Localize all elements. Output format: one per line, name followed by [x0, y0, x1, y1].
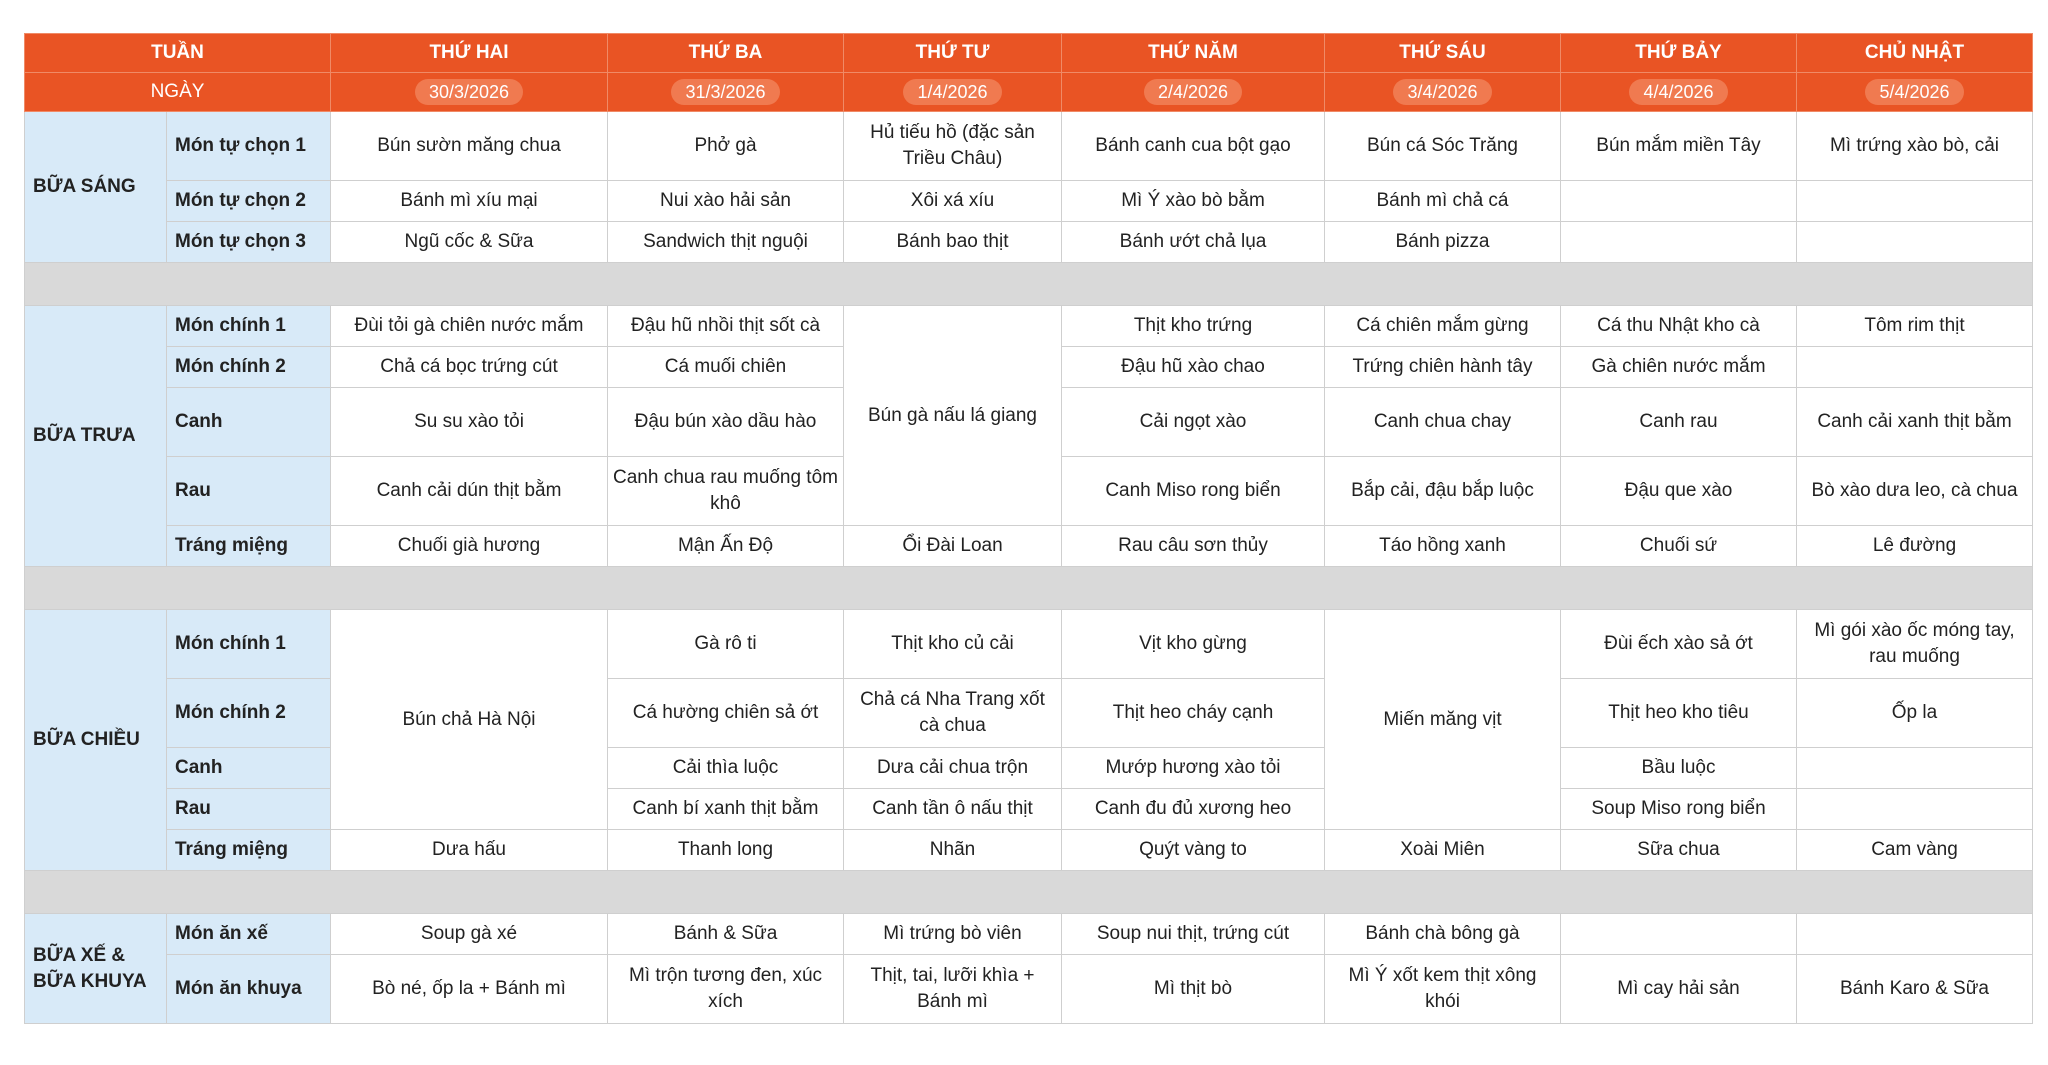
date-cell	[608, 73, 844, 112]
menu-cell: Soup gà xé	[331, 914, 608, 955]
menu-cell: Bánh mì xíu mại	[331, 181, 608, 222]
menu-cell: Chuối già hương	[331, 526, 608, 567]
menu-cell: Su su xào tỏi	[331, 388, 608, 457]
menu-cell-merged: Bún gà nấu lá giang	[844, 306, 1062, 526]
meal-title-lunch: BỮA TRƯA	[25, 306, 167, 567]
menu-cell: Mì cay hải sản	[1561, 955, 1797, 1024]
row-label: Món tự chọn 2	[167, 181, 331, 222]
dinner-row	[25, 748, 2033, 789]
menu-cell	[1561, 181, 1797, 222]
menu-cell: Ngũ cốc & Sữa	[331, 222, 608, 263]
row-label: Rau	[167, 789, 331, 830]
week-label: TUẦN	[25, 34, 331, 73]
date-pill: 30/3/2026	[415, 79, 523, 105]
menu-cell: Bánh & Sữa	[608, 914, 844, 955]
separator	[25, 263, 2033, 306]
menu-cell: Soup nui thịt, trứng cút	[1062, 914, 1325, 955]
menu-cell: Canh bí xanh thịt bằm	[608, 789, 844, 830]
menu-cell	[1561, 222, 1797, 263]
date-pill: 1/4/2026	[903, 79, 1001, 105]
menu-cell: Bánh bao thịt	[844, 222, 1062, 263]
row-label: Món tự chọn 3	[167, 222, 331, 263]
date-pill: 4/4/2026	[1629, 79, 1727, 105]
menu-cell: Mận Ấn Độ	[608, 526, 844, 567]
breakfast-row	[25, 112, 2033, 181]
menu-cell: Dưa hấu	[331, 830, 608, 871]
day-header: CHỦ NHẬT	[1797, 34, 2033, 73]
menu-cell: Chả cá bọc trứng cút	[331, 347, 608, 388]
separator	[25, 567, 2033, 610]
lunch-row	[25, 306, 2033, 347]
menu-cell: Vịt kho gừng	[1062, 610, 1325, 679]
date-cell	[1561, 73, 1797, 112]
menu-cell	[1797, 347, 2033, 388]
menu-cell: Bánh mì chả cá	[1325, 181, 1561, 222]
menu-cell: Mì gói xào ốc móng tay, rau muống	[1797, 610, 2033, 679]
menu-cell: Thịt, tai, lưỡi khìa + Bánh mì	[844, 955, 1062, 1024]
menu-cell: Cá hường chiên sả ớt	[608, 679, 844, 748]
menu-cell: Cá muối chiên	[608, 347, 844, 388]
day-header: THỨ BA	[608, 34, 844, 73]
menu-cell: Bánh pizza	[1325, 222, 1561, 263]
menu-cell: Đùi tỏi gà chiên nước mắm	[331, 306, 608, 347]
menu-cell: Gà chiên nước mắm	[1561, 347, 1797, 388]
menu-cell: Canh cải dún thịt bằm	[331, 457, 608, 526]
menu-cell: Thanh long	[608, 830, 844, 871]
menu-cell: Đậu hũ nhồi thịt sốt cà	[608, 306, 844, 347]
date-pill: 3/4/2026	[1393, 79, 1491, 105]
menu-cell: Cải thìa luộc	[608, 748, 844, 789]
menu-cell: Phở gà	[608, 112, 844, 181]
menu-cell: Sữa chua	[1561, 830, 1797, 871]
lunch-row	[25, 526, 2033, 567]
dinner-row	[25, 830, 2033, 871]
menu-cell: Cá thu Nhật kho cà	[1561, 306, 1797, 347]
menu-cell	[1797, 748, 2033, 789]
day-header: THỨ NĂM	[1062, 34, 1325, 73]
menu-cell: Táo hồng xanh	[1325, 526, 1561, 567]
menu-cell: Thịt heo kho tiêu	[1561, 679, 1797, 748]
menu-cell: Mì trứng xào bò, cải	[1797, 112, 2033, 181]
menu-cell: Canh chua chay	[1325, 388, 1561, 457]
menu-cell: Xoài Miên	[1325, 830, 1561, 871]
menu-cell-merged: Miến măng vịt	[1325, 610, 1561, 830]
row-label: Canh	[167, 388, 331, 457]
menu-cell: Cải ngọt xào	[1062, 388, 1325, 457]
meal-title-breakfast: BỮA SÁNG	[25, 112, 167, 263]
meal-title-snack: BỮA XẾ & BỮA KHUYA	[25, 914, 167, 1024]
dinner-row	[25, 610, 2033, 679]
weekly-menu-table	[24, 33, 2033, 1024]
menu-cell: Bánh chà bông gà	[1325, 914, 1561, 955]
menu-cell: Bánh ướt chả lụa	[1062, 222, 1325, 263]
menu-cell: Thịt kho củ cải	[844, 610, 1062, 679]
separator-row	[25, 567, 2033, 610]
menu-cell	[1797, 222, 2033, 263]
row-label: Rau	[167, 457, 331, 526]
menu-cell: Mì Ý xào bò bằm	[1062, 181, 1325, 222]
date-cell	[844, 73, 1062, 112]
row-label: Món chính 1	[167, 306, 331, 347]
meal-title-dinner: BỮA CHIỀU	[25, 610, 167, 871]
row-label: Canh	[167, 748, 331, 789]
menu-cell: Nhãn	[844, 830, 1062, 871]
menu-cell: Nui xào hải sản	[608, 181, 844, 222]
snack-row	[25, 914, 2033, 955]
menu-cell: Chả cá Nha Trang xốt cà chua	[844, 679, 1062, 748]
menu-cell: Bún mắm miền Tây	[1561, 112, 1797, 181]
header-days-row	[25, 34, 2033, 73]
menu-cell: Bún sườn măng chua	[331, 112, 608, 181]
row-label: Món chính 1	[167, 610, 331, 679]
menu-cell: Đùi ếch xào sả ớt	[1561, 610, 1797, 679]
menu-cell: Mì trứng bò viên	[844, 914, 1062, 955]
row-label: Món chính 2	[167, 679, 331, 748]
separator	[25, 871, 2033, 914]
date-cell	[331, 73, 608, 112]
day-header: THỨ BẢY	[1561, 34, 1797, 73]
menu-cell: Ốp la	[1797, 679, 2033, 748]
menu-cell: Đậu que xào	[1561, 457, 1797, 526]
menu-cell	[1797, 789, 2033, 830]
menu-cell: Cam vàng	[1797, 830, 2033, 871]
menu-cell: Canh rau	[1561, 388, 1797, 457]
menu-cell	[1797, 181, 2033, 222]
header-dates-row	[25, 73, 2033, 112]
day-header: THỨ TƯ	[844, 34, 1062, 73]
menu-cell: Bầu luộc	[1561, 748, 1797, 789]
menu-cell	[1561, 914, 1797, 955]
menu-cell: Canh cải xanh thịt bằm	[1797, 388, 2033, 457]
day-header: THỨ HAI	[331, 34, 608, 73]
snack-row	[25, 955, 2033, 1024]
menu-cell: Cá chiên mắm gừng	[1325, 306, 1561, 347]
menu-cell: Mì trộn tương đen, xúc xích	[608, 955, 844, 1024]
menu-cell-merged: Bún chả Hà Nội	[331, 610, 608, 830]
menu-cell: Bò né, ốp la + Bánh mì	[331, 955, 608, 1024]
dinner-row	[25, 679, 2033, 748]
row-label: Món ăn xế	[167, 914, 331, 955]
menu-cell: Bánh canh cua bột gạo	[1062, 112, 1325, 181]
menu-cell: Hủ tiếu hồ (đặc sản Triều Châu)	[844, 112, 1062, 181]
menu-cell: Xôi xá xíu	[844, 181, 1062, 222]
menu-cell	[1797, 914, 2033, 955]
menu-cell: Chuối sứ	[1561, 526, 1797, 567]
menu-cell: Trứng chiên hành tây	[1325, 347, 1561, 388]
row-label: Món tự chọn 1	[167, 112, 331, 181]
row-label: Món chính 2	[167, 347, 331, 388]
menu-cell: Bún cá Sóc Trăng	[1325, 112, 1561, 181]
separator-row	[25, 871, 2033, 914]
menu-cell: Canh đu đủ xương heo	[1062, 789, 1325, 830]
menu-cell: Bắp cải, đậu bắp luộc	[1325, 457, 1561, 526]
dinner-row	[25, 789, 2033, 830]
menu-cell: Lê đường	[1797, 526, 2033, 567]
menu-cell: Canh Miso rong biển	[1062, 457, 1325, 526]
menu-cell: Đậu hũ xào chao	[1062, 347, 1325, 388]
menu-cell: Sandwich thịt nguội	[608, 222, 844, 263]
date-label: NGÀY	[25, 73, 331, 112]
menu-cell: Rau câu sơn thủy	[1062, 526, 1325, 567]
menu-cell: Dưa cải chua trộn	[844, 748, 1062, 789]
date-cell	[1325, 73, 1561, 112]
breakfast-row	[25, 181, 2033, 222]
menu-cell: Mướp hương xào tỏi	[1062, 748, 1325, 789]
menu-cell: Canh chua rau muống tôm khô	[608, 457, 844, 526]
menu-cell: Bánh Karo & Sữa	[1797, 955, 2033, 1024]
date-pill: 31/3/2026	[671, 79, 779, 105]
date-pill: 2/4/2026	[1144, 79, 1242, 105]
menu-cell: Ổi Đài Loan	[844, 526, 1062, 567]
row-label: Tráng miệng	[167, 830, 331, 871]
date-cell	[1062, 73, 1325, 112]
menu-cell: Đậu bún xào dầu hào	[608, 388, 844, 457]
menu-cell: Gà rô ti	[608, 610, 844, 679]
row-label: Tráng miệng	[167, 526, 331, 567]
date-cell	[1797, 73, 2033, 112]
row-label: Món ăn khuya	[167, 955, 331, 1024]
menu-cell: Bò xào dưa leo, cà chua	[1797, 457, 2033, 526]
separator-row	[25, 263, 2033, 306]
menu-cell: Canh tần ô nấu thịt	[844, 789, 1062, 830]
menu-cell: Soup Miso rong biển	[1561, 789, 1797, 830]
menu-cell: Thịt heo cháy cạnh	[1062, 679, 1325, 748]
menu-cell: Mì Ý xốt kem thịt xông khói	[1325, 955, 1561, 1024]
menu-cell: Tôm rim thịt	[1797, 306, 2033, 347]
menu-cell: Quýt vàng to	[1062, 830, 1325, 871]
day-header: THỨ SÁU	[1325, 34, 1561, 73]
breakfast-row	[25, 222, 2033, 263]
menu-cell: Thịt kho trứng	[1062, 306, 1325, 347]
date-pill: 5/4/2026	[1865, 79, 1963, 105]
menu-cell: Mì thịt bò	[1062, 955, 1325, 1024]
